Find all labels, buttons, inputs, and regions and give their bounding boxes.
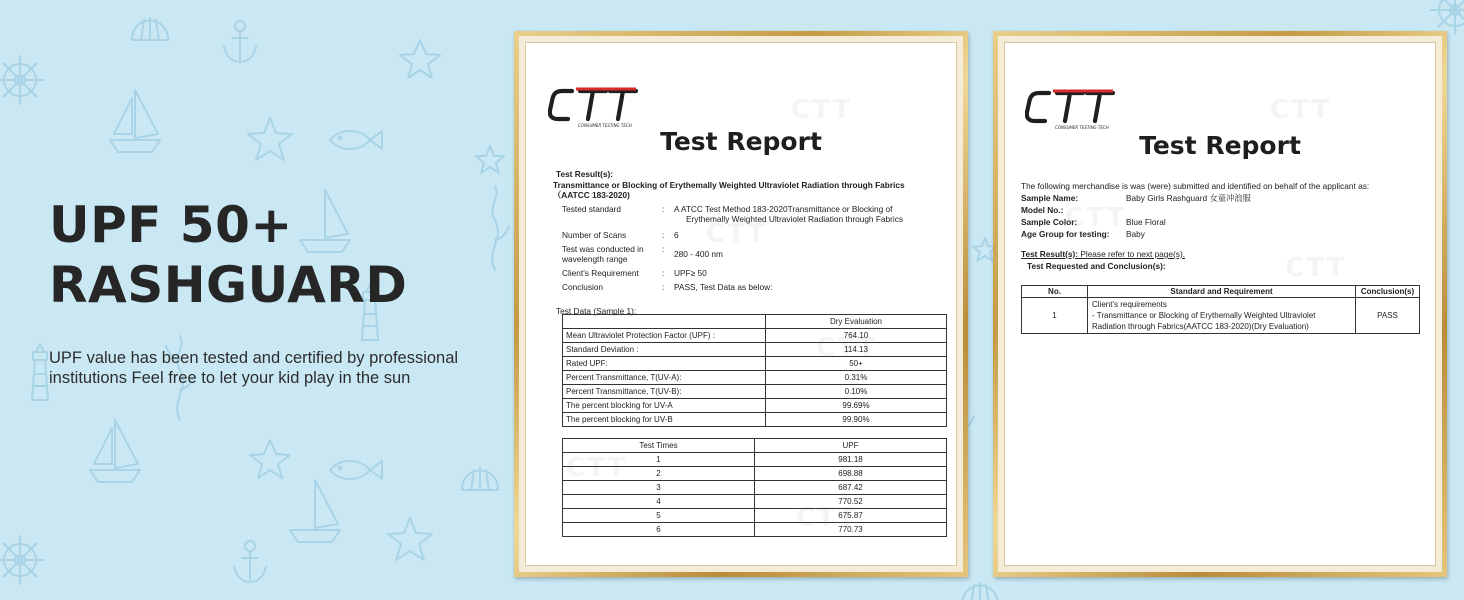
field-value: Blue Floral — [1126, 217, 1166, 227]
table-cell — [1088, 298, 1356, 334]
field-label-line: Test was conducted in — [562, 244, 644, 254]
test-times-table — [562, 438, 947, 537]
table-cell: 2 — [563, 467, 755, 481]
field-value — [674, 204, 936, 224]
field-row — [556, 268, 936, 278]
table-header-cell: Conclusion(s) — [1356, 286, 1420, 298]
table-row — [563, 481, 947, 495]
requirement-line: Client's requirements — [1092, 300, 1167, 309]
field-value: PASS, Test Data as below: — [674, 282, 773, 292]
field-row — [1021, 204, 1419, 216]
starfish-icon — [400, 40, 440, 78]
field-value-line: A ATCC Test Method 183-2020Transmittance or Blocking of — [674, 204, 893, 214]
table-header-cell: Standard and Requirement — [1088, 286, 1356, 298]
table-cell: 1 — [1022, 298, 1088, 334]
field-value: 6 — [674, 230, 679, 240]
logo-tagline: CONSUMER TESTING TECH — [578, 123, 632, 128]
field-colon: : — [662, 268, 665, 278]
field-value: Baby Girls Rashguard 女童冲浪服 — [1126, 193, 1251, 203]
field-value: Baby — [1126, 229, 1145, 239]
table-header-cell: Test Times — [563, 439, 755, 453]
table-cell: Percent Transmittance, T(UV-B): — [563, 385, 766, 399]
intro-text: The following merchandise is was (were) submitted and identified on behalf of the applicant as: — [1021, 181, 1370, 191]
field-row — [556, 282, 936, 292]
field-row — [556, 204, 936, 224]
table-row — [563, 371, 947, 385]
field-row — [556, 230, 936, 240]
seashell-icon — [132, 18, 168, 40]
anchor-icon — [224, 21, 256, 62]
table-row — [563, 329, 947, 343]
field-row — [1021, 192, 1419, 204]
table-row — [563, 357, 947, 371]
field-label: Conclusion — [562, 282, 604, 292]
table-cell: 99.90% — [766, 413, 947, 427]
table-cell: 50+ — [766, 357, 947, 371]
requested-label: Test Requested and Conclusion(s): — [1027, 261, 1166, 271]
table-row — [563, 523, 947, 537]
table-header-cell: No. — [1022, 286, 1088, 298]
field-label: Sample Name: — [1021, 193, 1079, 203]
field-label: Model No.: — [1021, 205, 1064, 215]
table-cell: 114.13 — [766, 343, 947, 357]
table-header-cell: UPF — [755, 439, 947, 453]
test-result-note: Please refer to next page(s). — [1078, 249, 1186, 259]
table-cell: 4 — [563, 495, 755, 509]
table-row — [563, 399, 947, 413]
table-cell — [563, 315, 766, 329]
table-row — [563, 343, 947, 357]
sailboat-icon — [90, 420, 140, 482]
field-label: Client's Requirement — [562, 268, 639, 278]
field-label — [556, 244, 662, 264]
report-frame-2 — [993, 31, 1447, 577]
ctt-logo — [548, 83, 638, 131]
table-cell: Mean Ultraviolet Protection Factor (UPF) : — [563, 329, 766, 343]
requirement-line: Radiation through Fabrics(AATCC 183-2020)(Dry Evaluation) — [1092, 322, 1309, 331]
table-cell: 770.73 — [755, 523, 947, 537]
hero-section — [49, 195, 489, 388]
table-row — [563, 385, 947, 399]
field-label: Number of Scans — [562, 230, 627, 240]
table-row — [563, 495, 947, 509]
table-cell: 0.10% — [766, 385, 947, 399]
table-cell: 1 — [563, 453, 755, 467]
sailboat-icon — [110, 90, 160, 152]
table-cell: PASS — [1356, 298, 1420, 334]
hero-title-line2: RASHGUARD — [49, 256, 408, 314]
ship-wheel-icon — [1431, 0, 1464, 34]
table-row — [563, 413, 947, 427]
table-cell: 770.52 — [755, 495, 947, 509]
table-cell: 3 — [563, 481, 755, 495]
table-cell: 99.69% — [766, 399, 947, 413]
table-row — [1022, 298, 1420, 334]
starfish-icon — [248, 118, 292, 160]
table-cell: 0.31% — [766, 371, 947, 385]
report-title: Test Report — [660, 127, 822, 156]
field-colon: : — [662, 282, 665, 292]
seaweed-icon — [492, 186, 509, 270]
field-label: Sample Color: — [1021, 217, 1078, 227]
field-row — [1021, 216, 1419, 228]
table-row — [1022, 286, 1420, 298]
lighthouse-icon — [32, 344, 48, 400]
field-value-line: Erythemally Weighted Ultraviolet Radiation through Fabrics — [686, 214, 904, 224]
field-colon: : — [662, 244, 665, 254]
table-cell: Standard Deviation : — [563, 343, 766, 357]
seashell-icon — [962, 583, 998, 600]
table-row — [563, 315, 947, 329]
method-title: Transmittance or Blocking of Erythemally Weighted Ultraviolet Radiation through Fabrics（AATCC 183-2020) — [553, 180, 905, 200]
table-row — [563, 467, 947, 481]
table-cell: 5 — [563, 509, 755, 523]
starfish-icon — [250, 440, 290, 478]
table-row — [563, 509, 947, 523]
field-label: Tested standard — [562, 204, 622, 214]
hero-subtitle: UPF value has been tested and certified by professional institutions Feel free to let your kid play in the sun — [49, 349, 459, 387]
ship-wheel-icon — [0, 536, 44, 584]
table-cell: 675.87 — [755, 509, 947, 523]
table-row — [563, 453, 947, 467]
test-result-label: Test Result(s): — [1021, 249, 1079, 259]
table-cell: 981.18 — [755, 453, 947, 467]
requirement-line: - Transmittance or Blocking of Erythemally Weighted Ultraviolet — [1092, 311, 1316, 320]
logo-tagline: CONSUMER TESTING TECH — [1055, 125, 1109, 130]
field-value — [1126, 204, 1419, 216]
fish-icon — [330, 131, 382, 149]
table-cell: The percent blocking for UV-B — [563, 413, 766, 427]
table-cell: Percent Transmittance, T(UV-A): — [563, 371, 766, 385]
field-label-line: wavelength range — [562, 254, 628, 264]
ctt-logo — [1025, 85, 1115, 133]
table-cell: 698.88 — [755, 467, 947, 481]
table-cell: 687.42 — [755, 481, 947, 495]
test-data-label: Test Data (Sample 1): — [556, 306, 637, 316]
field-value: 280 - 400 nm — [674, 249, 723, 259]
field-colon: : — [662, 230, 665, 240]
sample-info-section — [1021, 180, 1419, 272]
table-row — [563, 439, 947, 453]
table-cell: 764.10 — [766, 329, 947, 343]
hero-title — [49, 195, 489, 315]
field-row — [556, 244, 936, 264]
field-colon: : — [662, 204, 665, 214]
hero-title-line1: UPF 50+ — [49, 196, 293, 254]
ship-wheel-icon — [0, 56, 44, 104]
report-title: Test Report — [1139, 131, 1301, 160]
conclusion-table — [1021, 285, 1420, 334]
table-cell: Rated UPF: — [563, 357, 766, 371]
table-cell: 6 — [563, 523, 755, 537]
anchor-icon — [234, 541, 266, 582]
seashell-icon — [462, 468, 498, 490]
report-page-2 — [1004, 42, 1436, 566]
report-page-1 — [525, 42, 957, 566]
test-result-section — [553, 169, 936, 316]
starfish-icon — [388, 518, 432, 560]
test-result-label: Test Result(s): — [556, 169, 614, 179]
fish-icon — [330, 461, 382, 479]
table-header-cell: Dry Evaluation — [766, 315, 947, 329]
report-frame-1 — [514, 31, 968, 577]
sailboat-icon — [290, 480, 340, 542]
field-value: UPF≥ 50 — [674, 268, 707, 278]
field-label: Age Group for testing: — [1021, 229, 1110, 239]
dry-evaluation-table — [562, 314, 947, 427]
table-cell: The percent blocking for UV-A — [563, 399, 766, 413]
starfish-icon — [476, 146, 504, 173]
test-result-line — [1021, 248, 1419, 260]
field-row — [1021, 228, 1419, 240]
